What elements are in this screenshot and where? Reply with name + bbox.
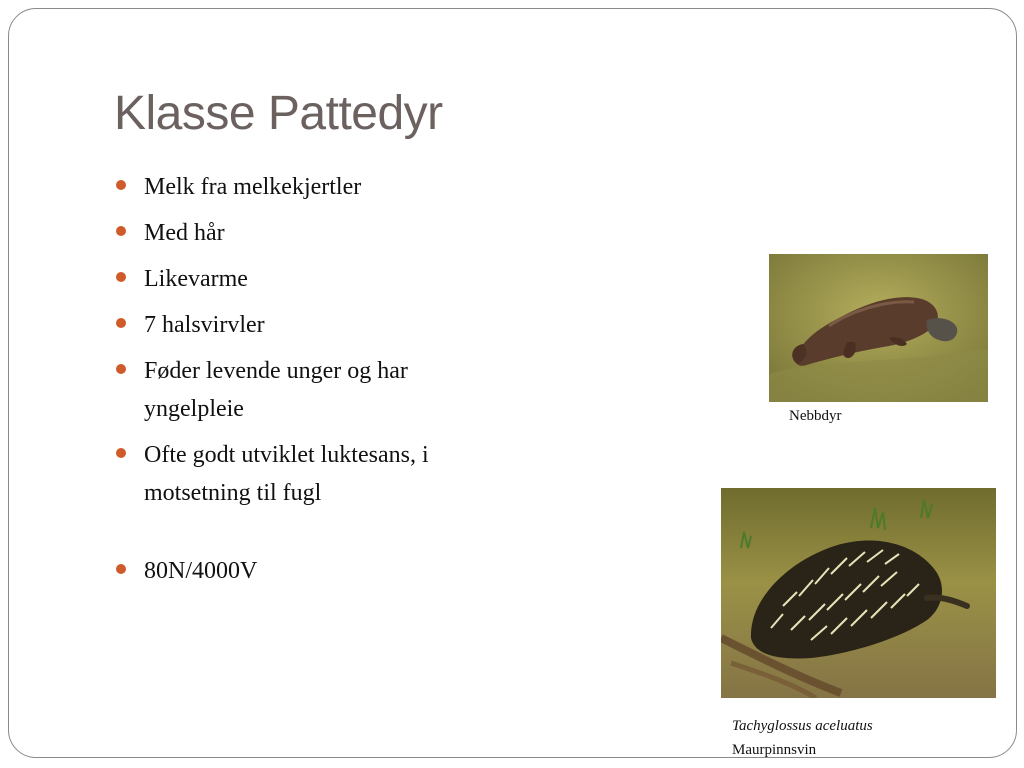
bullet-text: Føder levende unger og har yngelpleie [144, 358, 408, 422]
bullet-dot-icon [116, 364, 126, 374]
bullet-item [116, 306, 496, 344]
bullet-text: Melk fra melkekjertler [144, 174, 362, 200]
bullet-item [116, 552, 496, 590]
echidna-photo [721, 488, 996, 698]
bullet-text: 7 halsvirvler [144, 312, 265, 338]
bullet-item [116, 436, 496, 512]
bullet-text: Likevarme [144, 266, 248, 292]
platypus-photo [769, 254, 988, 402]
bullet-text: 80N/4000V [144, 558, 258, 584]
echidna-caption-common: Maurpinnsvin [732, 742, 817, 758]
echidna-caption-scientific [732, 718, 873, 735]
bullet-dot-icon [116, 272, 126, 282]
bullet-dot-icon [116, 318, 126, 328]
bullet-item [116, 352, 496, 428]
bullet-dot-icon [116, 180, 126, 190]
bullet-dot-icon [116, 564, 126, 574]
bullet-text: Ofte godt utviklet luktesans, i motsetning til fugl [144, 442, 429, 506]
bullet-item [116, 214, 496, 252]
echidna-illustration [721, 488, 996, 698]
echidna-scientific-name: Tachyglossus aceluatus [732, 718, 873, 734]
platypus-caption: Nebbdyr [789, 408, 842, 424]
bullet-dot-icon [116, 226, 126, 236]
bullet-item [116, 260, 496, 298]
bullet-dot-icon [116, 448, 126, 458]
bullet-item [116, 168, 496, 206]
slide-title: Klasse Pattedyr [114, 87, 443, 140]
bullet-text: Med hår [144, 220, 225, 246]
platypus-illustration [769, 254, 988, 402]
bullet-list [116, 168, 496, 598]
